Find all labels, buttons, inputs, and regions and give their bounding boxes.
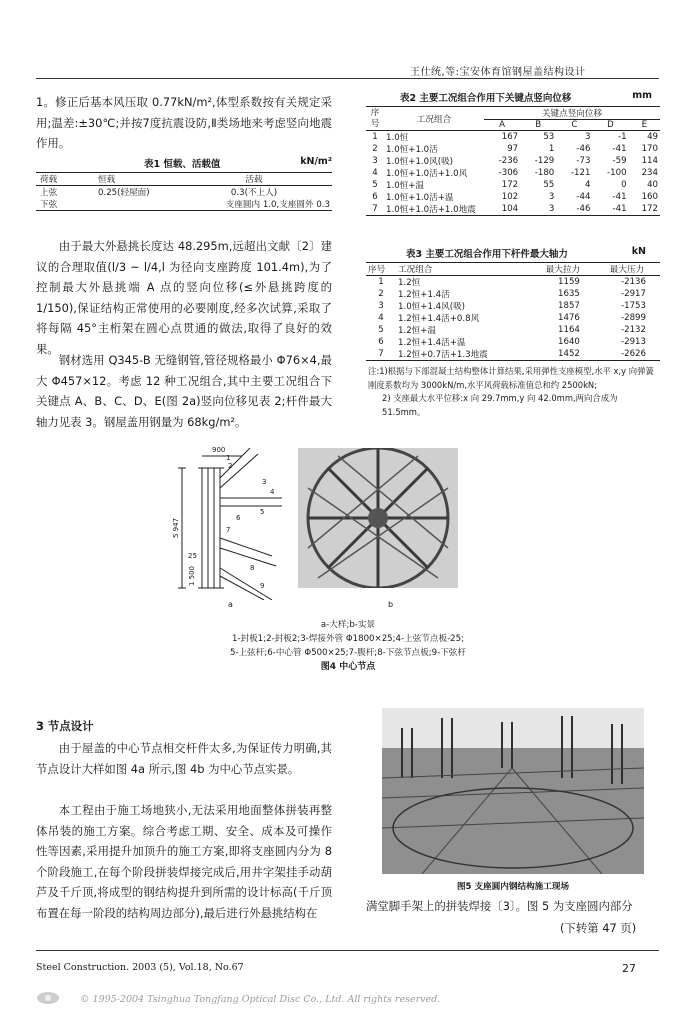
- label-2: 2: [228, 462, 233, 470]
- table-2-title: 表2 主要工况组合作用下关键点竖向位移: [400, 93, 572, 104]
- paragraph-4: 由于屋盖的中心节点相交杆件太多,为保证传力明确,其节点设计大样如图 4a 所示,图 4b 为中心节点实景。: [36, 741, 332, 776]
- table-3-cell: 4: [378, 313, 384, 323]
- table-2-point-header: D: [607, 120, 614, 130]
- table-2-cell: 49: [647, 132, 658, 142]
- figure-4-caption-line2: 1-封板1;2-封板2;3-焊接外管 Φ1800×25;4-上弦节点板-25;: [231, 634, 465, 644]
- table-3-cell: 1164: [558, 325, 580, 335]
- table-3-cell: 1.2恒+1.4活: [398, 290, 450, 300]
- table-3-cell: -2626: [621, 349, 646, 359]
- table-3-cell: 1476: [558, 313, 580, 323]
- label-7: 7: [226, 526, 231, 534]
- table-2-cell: 234: [641, 168, 658, 178]
- table-1-header: 恒载: [98, 175, 116, 185]
- table-1-title: 表1 恒载、活载值: [144, 159, 221, 170]
- paragraph-5: 本工程由于施工场地狭小,无法采用地面整体拼装再整体吊装的施工方案。综合考虑工期、安全、成本及可操作性等因素,采用提升加顶升的施工方案,即将支座圆内分为 8 个阶段施工,在每个阶段拼装焊接完成后,用井字架挂手动葫芦及千斤顶,将成型的钢结构提升到所需的设计标高(千斤顶布置在每一阶段的结构周边部分),最后进行外悬挑结构在: [36, 803, 332, 920]
- figure-4a-drawing: [172, 448, 294, 600]
- figure-4b-label: b: [388, 600, 394, 609]
- table-2-cell: -1: [617, 132, 627, 142]
- figure-4-title: 图4 中心节点: [320, 662, 376, 672]
- table-2-cell: 5: [372, 180, 378, 190]
- table-2-point-header: A: [499, 120, 506, 130]
- table-2-cell: 114: [641, 156, 658, 166]
- table-2-cell: -46: [576, 204, 591, 214]
- table-2-cell: 1.0恒+1.0活+1.0风: [386, 169, 468, 179]
- table-2-cell: -44: [576, 192, 591, 202]
- cnki-logo-icon: [36, 990, 60, 1006]
- table-3-cell: 1159: [558, 277, 580, 287]
- table-2-cell: -129: [534, 156, 555, 166]
- construction-site-photo-icon: [382, 708, 644, 874]
- label-4: 4: [270, 488, 275, 496]
- table-2-cell: 3: [548, 192, 555, 202]
- table-2-cell: 102: [501, 192, 519, 202]
- table-3-cell: 2: [378, 289, 384, 299]
- label-5: 5: [260, 508, 265, 516]
- figure-4a-label: a: [228, 600, 233, 609]
- table-1-header: 活载: [245, 175, 263, 185]
- table-2-cell: -73: [576, 156, 591, 166]
- table-3-cell: 1.2恒: [398, 278, 421, 288]
- table-2-cell: -306: [498, 168, 519, 178]
- table-3-cell: 1452: [558, 349, 580, 359]
- dim-25: 25: [188, 552, 197, 560]
- table-3-cell: 3: [378, 301, 384, 311]
- table-3-cell: -2913: [621, 337, 646, 347]
- table-3-cell: -2917: [621, 289, 646, 299]
- table-3-cell: 1.2恒+1.4活+温: [398, 338, 466, 348]
- label-1: 1: [226, 454, 231, 462]
- table-2-cell: 1.0恒+1.0风(吸): [386, 157, 454, 167]
- table-2-cell: 1.0恒+温: [386, 181, 425, 191]
- table-2-cell: -59: [612, 156, 627, 166]
- table-1-cell: 下弦: [40, 200, 58, 210]
- table-row: [366, 312, 660, 324]
- figure-5-title: 图5 支座圆内钢结构施工现场: [456, 882, 570, 892]
- table-2-grid: [366, 106, 660, 216]
- table-2-cell: 1: [372, 132, 378, 142]
- table-2-cell: -236: [498, 156, 519, 166]
- table-2-cell: 40: [647, 180, 658, 190]
- table-3-cell: 1.2恒+0.7活+1.3地震: [398, 350, 488, 360]
- table-2-cell: -41: [612, 144, 627, 154]
- table-2-cell: -100: [607, 168, 627, 178]
- footer-rule: [36, 950, 659, 951]
- table-3-header: 工况组合: [398, 265, 433, 275]
- table-3-note-2: 2) 支座最大水平位移:x 向 29.7mm,y 向 42.0mm,两向合成为 51.5mm。: [382, 393, 618, 417]
- table-2-cell: 1.0恒+1.0活+1.0地震: [386, 205, 476, 215]
- table-row: [366, 336, 660, 348]
- table-3-cell: 1640: [558, 337, 580, 347]
- table-1: [36, 156, 332, 211]
- table-row: [366, 300, 660, 312]
- table-2-header: 序号: [366, 107, 384, 131]
- dim-1500: 1 500: [188, 566, 196, 587]
- table-2-point-header: E: [641, 120, 647, 130]
- table-2-cell: 7: [372, 204, 378, 214]
- paragraph-3: 钢材选用 Q345-B 无缝钢管,管径规格最小 Φ76×4,最大 Φ457×12。考虑 12 种工况组合,其中主要工况组合下关键点 A、B、C、D、E(图 2a)竖向位移见表 2;杆件最大轴力见表 3。钢屋盖用钢量为 68kg/m²。: [36, 353, 332, 429]
- table-2-cell: 1.0恒: [386, 133, 409, 143]
- figure-4-caption-line3: 5-上弦杆;6-中心管 Φ500×25;7-腹杆;8-下弦节点板;9-下弦杆: [230, 648, 466, 658]
- table-2-cell: -180: [534, 168, 555, 178]
- table-3-cell: 1635: [558, 289, 580, 299]
- label-9: 9: [260, 582, 265, 590]
- copyright: © 1995-2004 Tsinghua Tongfang Optical Disc Co., Ltd. All rights reserved.: [80, 994, 441, 1005]
- table-row: [366, 167, 660, 179]
- label-8: 8: [250, 564, 255, 572]
- table-2-cell: 53: [543, 132, 555, 142]
- turn-page-note: (下转第 47 页): [560, 921, 637, 935]
- table-1-grid: [36, 172, 332, 211]
- table-row: [366, 288, 660, 300]
- table-3-cell: 1.2恒+1.4活+0.8风: [398, 314, 480, 324]
- table-3-unit: kN: [631, 246, 646, 257]
- table-1-cell: 支座圆内 1.0,支座圆外 0.3: [225, 200, 330, 210]
- table-1-cell: 0.25(轻屋面): [98, 188, 150, 198]
- table-2-cell: 1: [548, 144, 555, 154]
- table-2-cell: 4: [584, 180, 591, 190]
- label-3: 3: [262, 478, 267, 486]
- figure-4-caption-line1: a-大样;b-实景: [320, 620, 376, 630]
- paragraph-continuation: 满堂脚手架上的拼装焊接〔3〕。图 5 为支座圆内部分: [366, 899, 633, 913]
- table-row: [366, 203, 660, 216]
- figure-4b-photo: [298, 448, 458, 588]
- table-3-title: 表3 主要工况组合作用下杆件最大轴力: [406, 249, 568, 260]
- table-3-header: 最大拉力: [545, 265, 581, 275]
- table-3-cell: 7: [378, 349, 384, 359]
- paragraph-1: 1。修正后基本风压取 0.77kN/m²,体型系数按有关规定采用;温差:±30℃;并按7度抗震设防,Ⅱ类场地来考虑竖向地震作用。: [36, 95, 332, 150]
- header-rule: [36, 78, 659, 79]
- table-2-cell: 2: [372, 144, 378, 154]
- table-1-cell: 上弦: [40, 188, 58, 198]
- table-2-cell: 3: [372, 156, 378, 166]
- table-3-cell: -2136: [621, 277, 646, 287]
- table-2-cell: -41: [612, 192, 627, 202]
- table-2-cell: 160: [641, 192, 658, 202]
- table-2-cell: 55: [543, 180, 555, 190]
- table-2-cell: 1.0恒+1.0活+温: [386, 193, 454, 203]
- page-number: 27: [622, 962, 636, 975]
- table-2-cell: -121: [570, 168, 591, 178]
- table-row: [366, 143, 660, 155]
- table-1-cell: 0.3(不上人): [230, 188, 278, 198]
- table-2-cell: 6: [372, 192, 378, 202]
- table-1-unit: kN/m²: [300, 156, 332, 167]
- table-2-header: 工况组合: [384, 107, 484, 131]
- table-3-grid: [366, 262, 660, 361]
- center-node-photo-icon: [298, 448, 458, 588]
- table-2-cell: 172: [501, 180, 519, 190]
- table-row: [366, 131, 660, 144]
- table-3-cell: 6: [378, 337, 384, 347]
- section-3-title: 3 节点设计: [36, 719, 94, 733]
- table-3-cell: 1.2恒+温: [398, 326, 437, 336]
- table-2-cell: -46: [576, 144, 591, 154]
- table-2-cell: 104: [501, 204, 519, 214]
- table-3-cell: 1857: [558, 301, 580, 311]
- table-2-point-header: C: [571, 120, 578, 130]
- table-2-header: 关键点竖向位移: [484, 107, 660, 120]
- table-1-cell: [96, 198, 176, 211]
- table-row: [366, 276, 660, 289]
- table-3-header: 序号: [368, 265, 386, 275]
- dim-5947: 5 947: [172, 518, 180, 539]
- table-row: [366, 348, 660, 361]
- table-2-cell: -41: [612, 204, 627, 214]
- table-3-cell: -2899: [621, 313, 646, 323]
- table-row: [366, 191, 660, 203]
- table-row: [366, 179, 660, 191]
- running-title: 王仕统,等:宝安体育馆钢屋盖结构设计: [410, 67, 586, 78]
- paragraph-2: 由于最大外悬挑长度达 48.295m,远超出文献〔2〕建议的合理取值(l/3 ~ l/4,l 为径向支座跨度 101.4m),为了控制最大外悬挑端 A 点的竖向位移(≤外悬挑跨度的 1/150),保证结构正常使用的必要刚度,经多次试算,采取了将每隔 45°主桁架在圆心点贯通的做法,取得了良好的效果。: [36, 239, 332, 356]
- dim-900: 900: [212, 446, 226, 454]
- journal-info: Steel Construction. 2003 (5), Vol.18, No.67: [36, 962, 244, 973]
- table-3-cell: 1.0恒+1.4风(吸): [398, 302, 466, 312]
- table-2-cell: 3: [548, 204, 555, 214]
- table-2-cell: 167: [501, 132, 519, 142]
- table-2: [366, 90, 660, 216]
- table-3-note-1: 注:1)根据与下部混凝土结构整体计算结果,采用弹性支座模型,水平 x,y 向弹簧刚度系数均为 3000kN/m,水平风荷载标准值总和约 2500kN;: [368, 366, 654, 390]
- label-6: 6: [236, 514, 241, 522]
- table-2-unit: mm: [632, 90, 652, 101]
- table-3-cell: 1: [378, 277, 384, 287]
- table-2-cell: 1.0恒+1.0活: [386, 145, 438, 155]
- table-2-cell: 0: [621, 180, 627, 190]
- table-2-cell: 4: [372, 168, 378, 178]
- table-3: [366, 246, 660, 419]
- figure-5-photo: [382, 708, 644, 874]
- table-3-header: 最大压力: [609, 265, 645, 275]
- table-3-cell: -2132: [621, 325, 646, 335]
- table-2-cell: 97: [507, 144, 519, 154]
- table-3-cell: 5: [378, 325, 384, 335]
- table-2-point-header: B: [535, 120, 542, 130]
- table-1-header: 荷载: [40, 175, 58, 185]
- table-3-cell: -1753: [621, 301, 646, 311]
- figure-4-caption: [36, 618, 660, 674]
- table-2-cell: 170: [641, 144, 658, 154]
- table-2-cell: 172: [641, 204, 658, 214]
- table-2-cell: 3: [584, 132, 591, 142]
- table-row: [366, 155, 660, 167]
- table-row: [366, 324, 660, 336]
